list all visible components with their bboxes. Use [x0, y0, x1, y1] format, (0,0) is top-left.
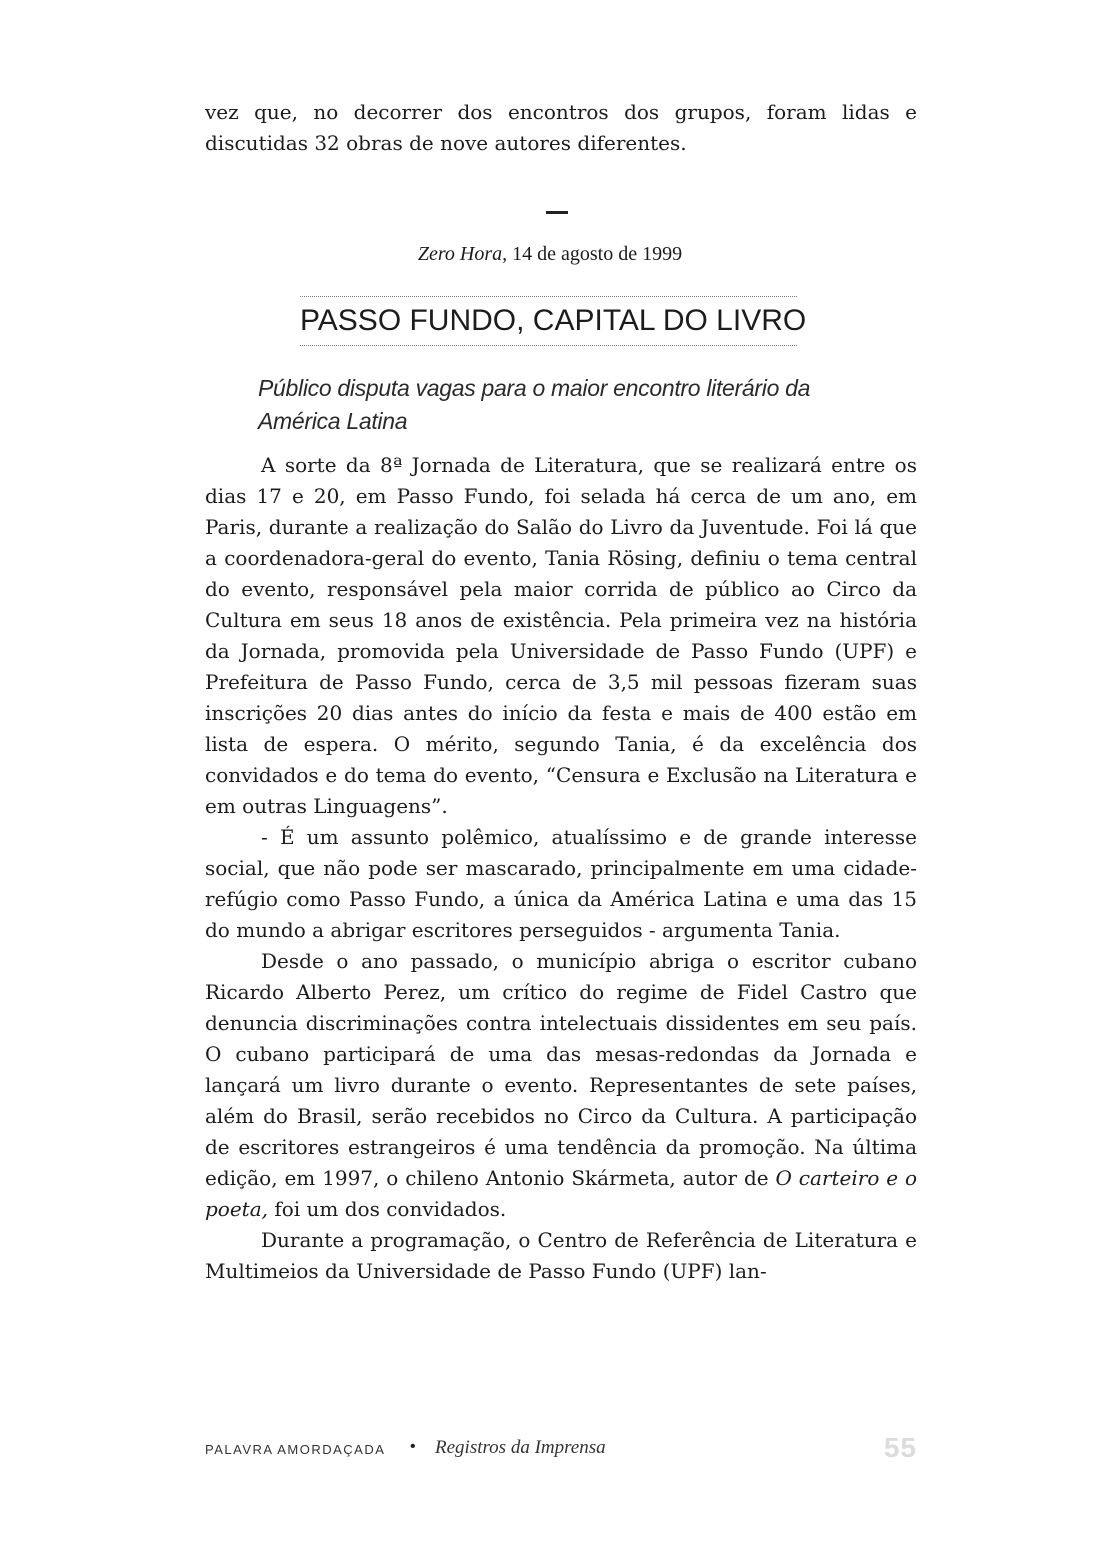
carryover-paragraph: vez que, no decorrer dos encontros dos grupos, foram lidas e discutidas 32 obras de nove autores diferentes.	[205, 100, 917, 155]
page-number: 55	[883, 1432, 917, 1463]
footer-bullet: •	[410, 1438, 416, 1455]
footer-book-title: PALAVRA AMORDAÇADA	[205, 1442, 386, 1457]
article-subtitle: Público disputa vagas para o maior encontro literário da América Latina	[258, 375, 811, 434]
body-paragraph: - É um assunto polêmico, atualíssimo e de grande interesse social, que não pode ser mascarado, principalmente em uma cidade-refúgio como Passo Fundo, a única da América Latina e uma das 15 do mundo a abrigar escritores perseguidos - argumenta Tania.	[205, 825, 917, 942]
source-line	[0, 243, 1100, 266]
body-paragraph: A sorte da 8ª Jornada de Literatura, que se realizará entre os dias 17 e 20, em Passo Fundo, foi selada há cerca de um ano, em Paris, durante a realização do Salão do Livro da Juventude. Foi lá que a coordenadora-geral do evento, Tania Rösing, definiu o tema central do evento, responsável pela maior corrida de público ao Circo da Cultura em seus 18 anos de existência. Pela primeira vez na história da Jornada, promovida pela Universidade de Passo Fundo (UPF) e Prefeitura de Passo Fundo, cerca de 3,5 mil pessoas fizeram suas inscrições 20 dias antes do início da festa e mais de 400 estão em lista de espera. O mérito, segundo Tania, é da excelência dos convidados e do tema do evento, “Censura e Exclusão na Literatura e em outras Linguagens”.	[205, 453, 917, 818]
article-title: PASSO FUNDO, CAPITAL DO LIVRO	[300, 304, 807, 337]
page-footer	[205, 1432, 917, 1466]
section-separator	[546, 211, 568, 214]
paragraph-text: foi um dos convidados.	[268, 1197, 507, 1221]
title-rule-top	[300, 296, 797, 297]
title-rule-bottom	[300, 345, 797, 346]
article-body	[205, 450, 917, 1287]
footer-section-title: Registros da Imprensa	[435, 1437, 606, 1458]
body-paragraph: Durante a programação, o Centro de Referência de Literatura e Multimeios da Universidade de Passo Fundo (UPF) lan-	[205, 1228, 917, 1283]
paragraph-text: Desde o ano passado, o município abriga o escritor cubano Ricardo Alberto Perez, um crítico do regime de Fidel Castro que denuncia discriminações contra intelectuais dissidentes em seu país. O cubano participará de uma das mesas-redondas da Jornada e lançará um livro durante o evento. Representantes de sete países, além do Brasil, serão recebidos no Circo da Cultura. A participação de escritores estrangeiros é uma tendência da promoção. Na última edição, em 1997, o chileno Antonio Skármeta, autor de	[205, 949, 917, 1190]
newspaper-name: Zero Hora,	[417, 243, 508, 265]
body-paragraph	[205, 946, 917, 1225]
book-title: O carteiro e o poeta,	[205, 1166, 918, 1221]
publication-date: 14 de agosto de 1999	[507, 243, 683, 265]
